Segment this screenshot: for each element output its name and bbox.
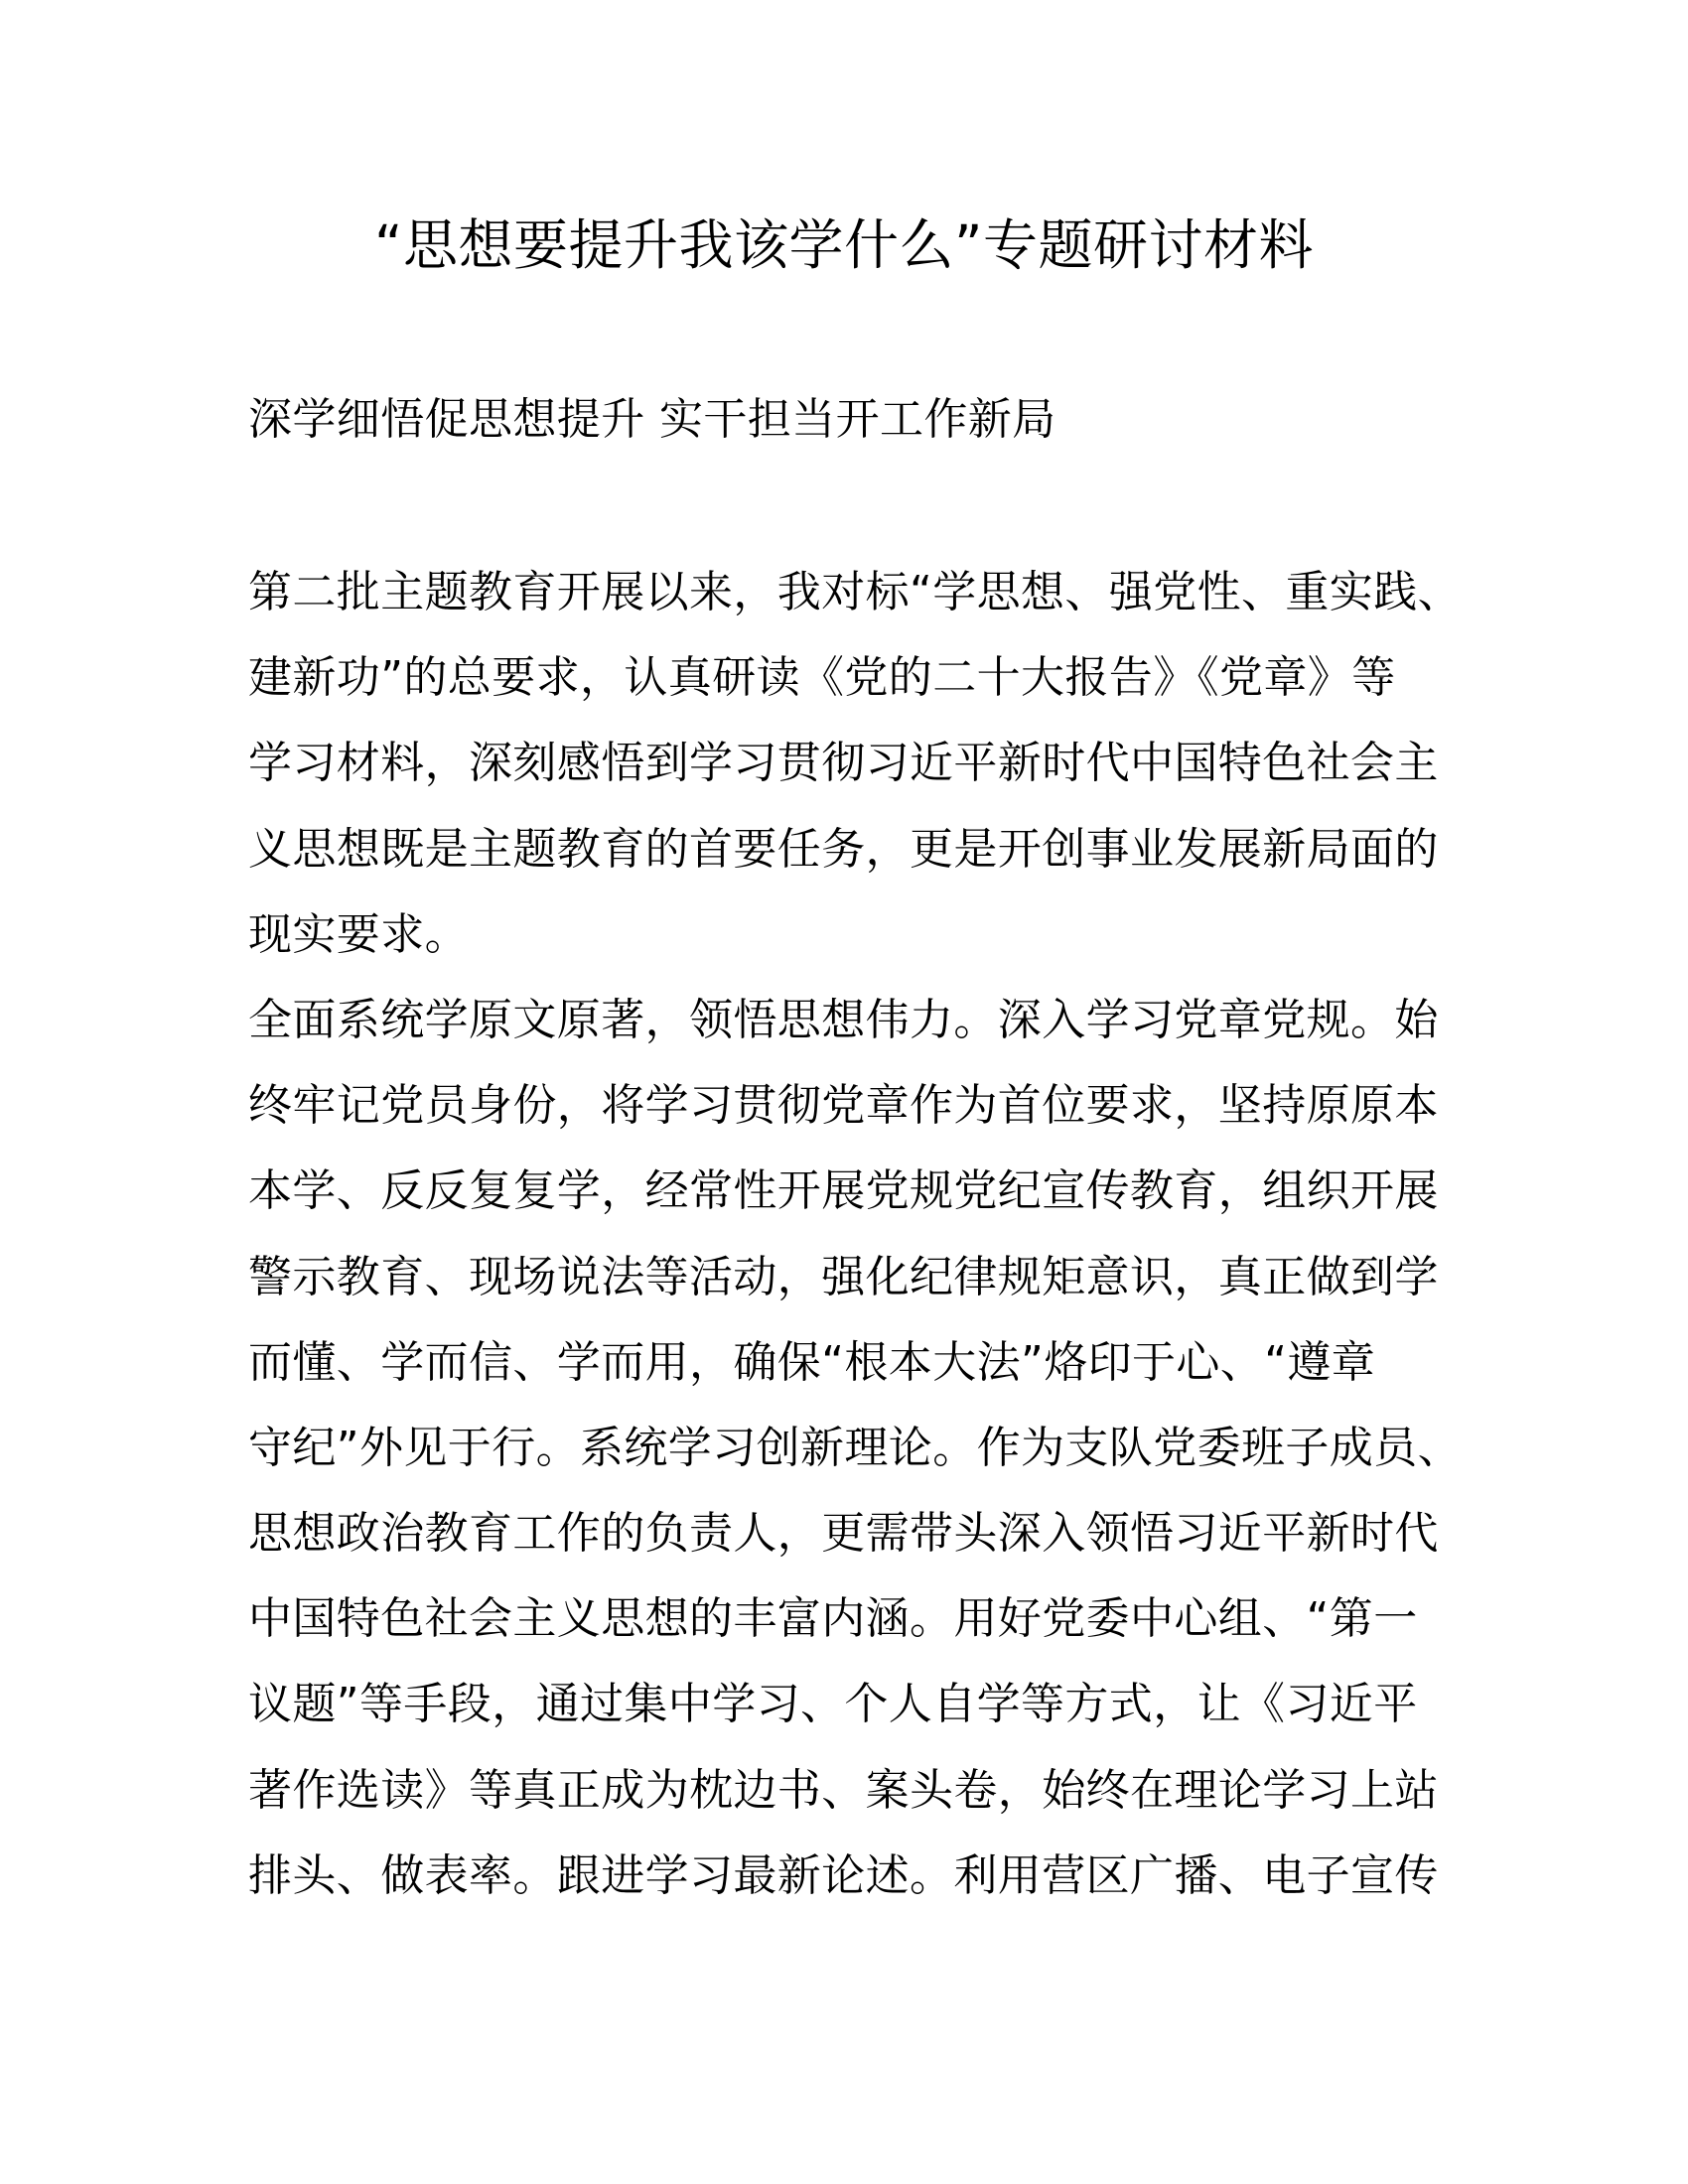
text-line: 著作选读》等真正成为枕边书、案头卷，始终在理论学习上站 (248, 1764, 1439, 1816)
text-line: 本学、反反复复学，经常性开展党规党纪宣传教育，组织开展 (248, 1165, 1439, 1217)
text-line: 学习材料，深刻感悟到学习贯彻习近平新时代中国特色社会主 (248, 738, 1439, 789)
text-line: 全面系统学原文原著，领悟思想伟力。深入学习党章党规。始 (248, 994, 1439, 1045)
text-line: 建新功”的总要求，认真研读《党的二十大报告》《党章》等 (248, 652, 1396, 704)
text-line: 议题”等手段，通过集中学习、个人自学等方式，让《习近平 (248, 1679, 1418, 1730)
document-subtitle: 深学细悟促思想提升 实干担当开工作新局 (248, 394, 1056, 445)
text-line: 警示教育、现场说法等活动，强化纪律规矩意识，真正做到学 (248, 1251, 1439, 1302)
text-line: 义思想既是主题教育的首要任务，更是开创事业发展新局面的 (248, 823, 1439, 875)
text-line: 守纪”外见于行。系统学习创新理论。作为支队党委班子成员、 (248, 1422, 1462, 1473)
document-body (248, 556, 1499, 1925)
text-line: 思想政治教育工作的负责人，更需带头深入领悟习近平新时代 (248, 1508, 1439, 1560)
text-line: 排头、做表率。跟进学习最新论述。利用营区广播、电子宣传 (248, 1849, 1439, 1901)
text-line: 终牢记党员身份，将学习贯彻党章作为首位要求，坚持原原本 (248, 1080, 1439, 1132)
paragraph-study-original-works (248, 984, 1499, 1925)
text-line: 中国特色社会主义思想的丰富内涵。用好党委中心组、“第一 (248, 1593, 1418, 1645)
text-line: 而懂、学而信、学而用，确保“根本大法”烙印于心、“遵章 (248, 1336, 1376, 1388)
document-title: “思想要提升我该学什么”专题研讨材料 (374, 213, 1314, 277)
text-line: 第二批主题教育开展以来，我对标“学思想、强党性、重实践、 (248, 567, 1462, 617)
text-line: 现实要求。 (248, 908, 469, 960)
paragraph-intro (248, 556, 1499, 984)
